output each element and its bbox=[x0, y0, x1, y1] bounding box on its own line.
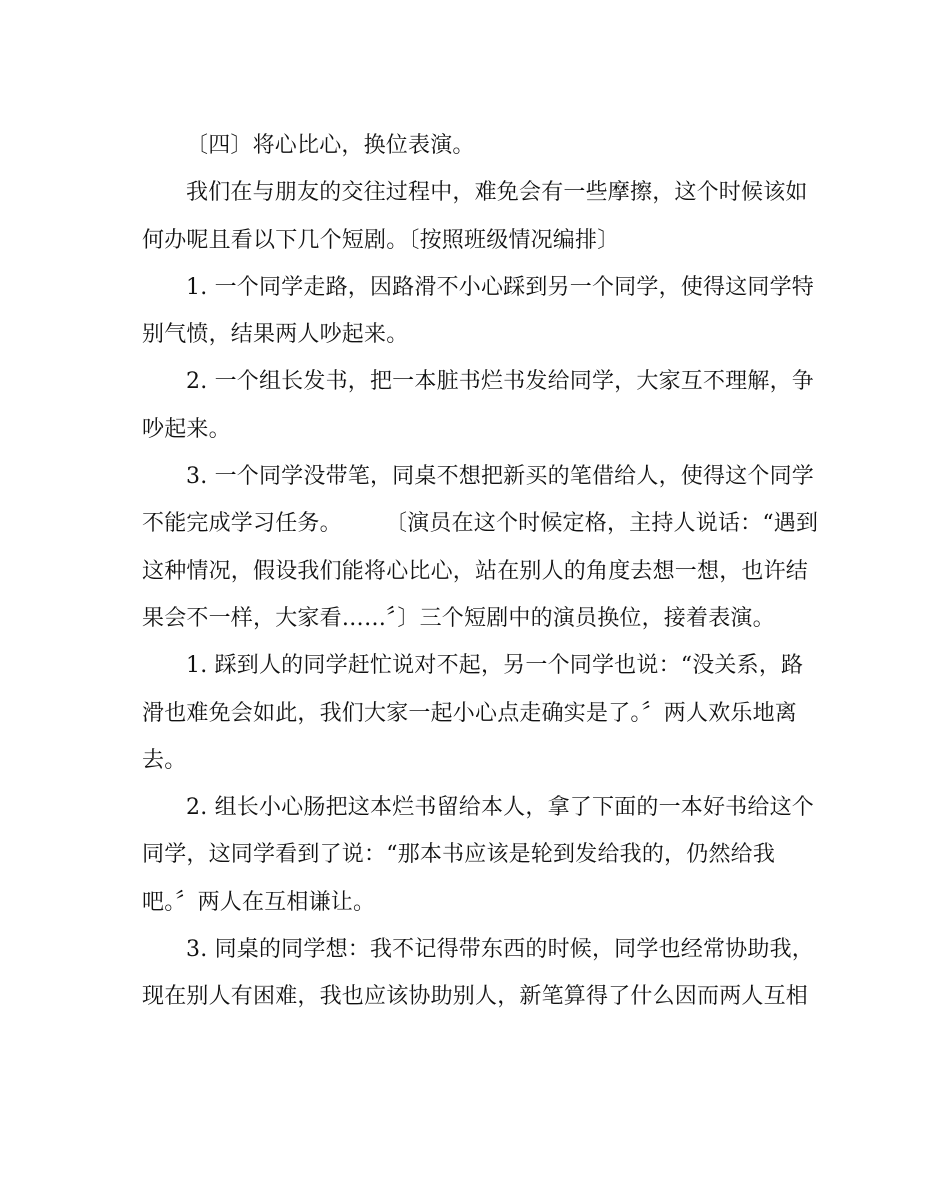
text-line: 这种情况，假设我们能将心比心，站在别人的角度去想一想，也许结 bbox=[142, 558, 809, 584]
list-item-line: 3. 一个同学没带笔，同桌不想把新买的笔借给人，使得这个同学 bbox=[186, 464, 814, 490]
list-item-line: 1. 踩到人的同学赶忙说对不起，另一个同学也说：“没关系，路 bbox=[186, 653, 804, 679]
text-line: 果会不一样，大家看……〞〕三个短剧中的演员换位，接着表演。 bbox=[142, 605, 775, 631]
text-line: 别气愤，结果两人吵起来。 bbox=[142, 322, 409, 348]
text-line: 我们在与朋友的交往过程中，难免会有一些摩擦，这个时候该如 bbox=[186, 180, 808, 206]
text-line: 不能完成学习任务。 〔演员在这个时候定格，主持人说话：“遇到 bbox=[142, 511, 819, 537]
list-item-line: 2. 组长小心肠把这本烂书留给本人，拿了下面的一本好书给这个 bbox=[186, 795, 814, 821]
text-line: 吵起来。 bbox=[142, 416, 231, 442]
list-item-line: 1. 一个同学走路，因路滑不小心踩到另一个同学，使得这同学特 bbox=[186, 274, 814, 300]
list-item-line: 3. 同桌的同学想：我不记得带东西的时候，同学也经常协助我， bbox=[186, 937, 814, 963]
text-line: 同学，这同学看到了说：“那本书应该是轮到发给我的，仍然给我 bbox=[142, 842, 776, 868]
text-line: 何办呢且看以下几个短剧。〔按照班级情况编排〕 bbox=[142, 227, 620, 253]
body-text bbox=[142, 128, 819, 1027]
text-line: 现在别人有困难，我也应该协助别人，新笔算得了什么因而两人互相 bbox=[142, 984, 809, 1010]
list-item-line: 2. 一个组长发书，把一本脏书烂书发给同学，大家互不理解，争 bbox=[186, 369, 814, 395]
text-line: 去。 bbox=[142, 747, 187, 773]
text-line: 滑也难免会如此，我们大家一起小心点走确实是了。〞两人欢乐地离 bbox=[142, 700, 798, 726]
text-line: 吧。〞两人在互相谦让。 bbox=[142, 889, 376, 915]
section-heading: 〔四〕将心比心，换位表演。 bbox=[186, 133, 475, 158]
